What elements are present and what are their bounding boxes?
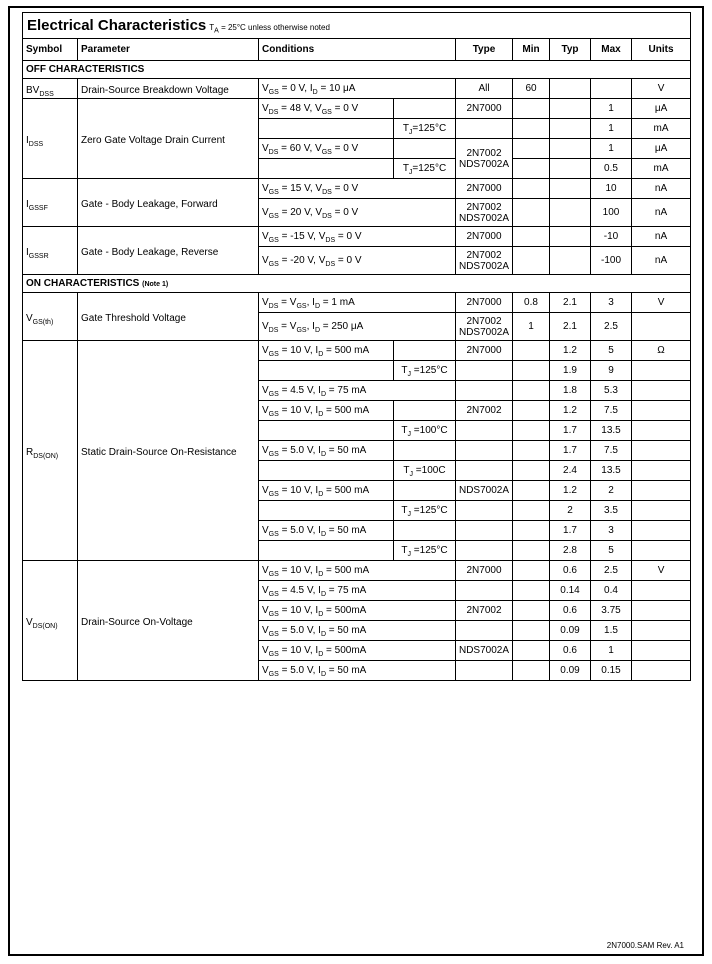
condition-cell: $V_{GS} = 10$ V, $I_D = 500$ mA [259, 481, 394, 501]
typ-cell [550, 139, 591, 159]
column-header-symbol: Symbol [23, 39, 78, 61]
type-cell [456, 461, 513, 481]
symbol-cell: $I_{GSSF}$ [23, 179, 78, 227]
condition-spacer [259, 501, 394, 521]
type-cell: 2N7002 [456, 601, 513, 621]
units-cell [632, 441, 691, 461]
min-cell: 0.8 [513, 293, 550, 313]
condition-cell: $V_{GS} = 10$ V, $I_D = 500$ mA [259, 401, 394, 421]
type-cell [456, 581, 513, 601]
parameter-cell: Static Drain-Source On-Resistance [78, 341, 259, 561]
min-cell [513, 621, 550, 641]
typ-cell [550, 119, 591, 139]
sub-condition-cell: $T_J=125^\circ C$ [394, 119, 456, 139]
units-cell [632, 621, 691, 641]
symbol-cell: $BV_{DSS}$ [23, 79, 78, 99]
typ-cell: 2.4 [550, 461, 591, 481]
min-cell [513, 247, 550, 275]
type-cell: All [456, 79, 513, 99]
section-label: OFF CHARACTERISTICS [26, 64, 145, 75]
units-cell [632, 361, 691, 381]
typ-cell: 2 [550, 501, 591, 521]
units-cell [632, 581, 691, 601]
type-cell [456, 521, 513, 541]
section-band-row [23, 61, 691, 79]
max-cell: 1 [591, 119, 632, 139]
condition-cell: $V_{DS} = V_{GS}$, $I_D = 250$ μA [259, 313, 456, 341]
condition-spacer [259, 361, 394, 381]
min-cell [513, 179, 550, 199]
type-cell [456, 621, 513, 641]
table-row [23, 561, 691, 581]
typ-cell: 1.7 [550, 521, 591, 541]
condition-cell: $V_{GS} = 4.5$ V, $I_D = 75$ mA [259, 381, 456, 401]
type-cell [456, 361, 513, 381]
units-cell [632, 421, 691, 441]
condition-cell: $V_{GS} = 10$ V, $I_D = 500$ mA [259, 561, 456, 581]
min-cell [513, 581, 550, 601]
condition-cell: $V_{GS} = 10$ V, $I_D = 500mA$ [259, 601, 456, 621]
units-cell [632, 661, 691, 681]
max-cell: -100 [591, 247, 632, 275]
section-label: ON CHARACTERISTICS [26, 278, 140, 289]
max-cell: 0.15 [591, 661, 632, 681]
units-cell [632, 541, 691, 561]
section-note: (Note 1) [142, 281, 169, 288]
max-cell: 5 [591, 541, 632, 561]
condition-cell: $V_{GS} = 5.0$ V, $I_D = 50$ mA [259, 441, 394, 461]
min-cell [513, 139, 550, 159]
min-cell [513, 159, 550, 179]
min-cell: 1 [513, 313, 550, 341]
symbol-cell: $I_{DSS}$ [23, 99, 78, 179]
max-cell: 2 [591, 481, 632, 501]
min-cell [513, 401, 550, 421]
electrical-characteristics-table [22, 12, 691, 681]
condition-cell-right [394, 401, 456, 421]
min-cell [513, 199, 550, 227]
max-cell: 1 [591, 99, 632, 119]
typ-cell: 0.6 [550, 561, 591, 581]
typ-cell: 1.2 [550, 481, 591, 501]
typ-cell [550, 227, 591, 247]
units-cell: μA [632, 99, 691, 119]
max-cell: 10 [591, 179, 632, 199]
parameter-cell: Gate - Body Leakage, Reverse [78, 227, 259, 275]
column-header-conditions: Conditions [259, 39, 456, 61]
units-cell [632, 401, 691, 421]
column-header-min: Min [513, 39, 550, 61]
min-cell [513, 361, 550, 381]
units-cell: Ω [632, 341, 691, 361]
max-cell: 0.5 [591, 159, 632, 179]
max-cell: 5.3 [591, 381, 632, 401]
condition-cell-right [394, 521, 456, 541]
parameter-cell: Gate - Body Leakage, Forward [78, 179, 259, 227]
condition-spacer [259, 421, 394, 441]
type-cell: 2N7000 [456, 293, 513, 313]
condition-cell-right [394, 99, 456, 119]
condition-spacer [259, 461, 394, 481]
typ-cell: 1.7 [550, 441, 591, 461]
condition-cell-right [394, 139, 456, 159]
parameter-cell: Drain-Source On-Voltage [78, 561, 259, 681]
max-cell: 9 [591, 361, 632, 381]
typ-cell: 0.6 [550, 641, 591, 661]
units-cell: nA [632, 227, 691, 247]
typ-cell: 2.1 [550, 313, 591, 341]
max-cell: 2.5 [591, 313, 632, 341]
max-cell: 1.5 [591, 621, 632, 641]
condition-cell: $V_{GS} = -20$ V, $V_{DS} = 0$ V [259, 247, 456, 275]
min-cell [513, 501, 550, 521]
units-cell: mA [632, 159, 691, 179]
type-cell: 2N7000 [456, 99, 513, 119]
condition-spacer [259, 119, 394, 139]
min-cell [513, 341, 550, 361]
min-cell [513, 521, 550, 541]
type-cell: NDS7002A [456, 481, 513, 501]
max-cell: 3 [591, 521, 632, 541]
parameter-cell: Drain-Source Breakdown Voltage [78, 79, 259, 99]
min-cell [513, 421, 550, 441]
typ-cell [550, 99, 591, 119]
max-cell: 1 [591, 139, 632, 159]
max-cell: 0.4 [591, 581, 632, 601]
units-cell: V [632, 293, 691, 313]
min-cell [513, 661, 550, 681]
condition-cell-right [394, 341, 456, 361]
parameter-cell: Gate Threshold Voltage [78, 293, 259, 341]
max-cell: 3.75 [591, 601, 632, 621]
units-cell [632, 641, 691, 661]
typ-cell [550, 79, 591, 99]
units-cell [632, 381, 691, 401]
table-title-row [23, 13, 691, 39]
typ-cell: 2.1 [550, 293, 591, 313]
min-cell [513, 561, 550, 581]
typ-cell [550, 179, 591, 199]
type-cell: 2N7002 NDS7002A [456, 313, 513, 341]
type-cell: 2N7002 [456, 401, 513, 421]
units-cell [632, 461, 691, 481]
units-cell [632, 501, 691, 521]
max-cell: 7.5 [591, 441, 632, 461]
condition-cell-right [394, 441, 456, 461]
condition-cell: $V_{DS} = 48$ V, $V_{GS} = 0$ V [259, 99, 394, 119]
units-cell [632, 601, 691, 621]
max-cell: 100 [591, 199, 632, 227]
sub-condition-cell: $T_J =100^\circ C$ [394, 421, 456, 441]
type-cell [456, 381, 513, 401]
column-header-parameter: Parameter [78, 39, 259, 61]
max-cell: 3.5 [591, 501, 632, 521]
type-cell [456, 501, 513, 521]
column-header-max: Max [591, 39, 632, 61]
type-cell: 2N7000 [456, 179, 513, 199]
min-cell [513, 99, 550, 119]
symbol-cell: $V_{GS(th)}$ [23, 293, 78, 341]
type-cell: 2N7000 [456, 561, 513, 581]
min-cell [513, 461, 550, 481]
type-cell: 2N7002 NDS7002A [456, 199, 513, 227]
typ-cell: 1.9 [550, 361, 591, 381]
max-cell: 2.5 [591, 561, 632, 581]
typ-cell [550, 199, 591, 227]
type-cell [456, 421, 513, 441]
min-cell [513, 381, 550, 401]
typ-cell: 1.2 [550, 341, 591, 361]
typ-cell: 1.2 [550, 401, 591, 421]
typ-cell: 2.8 [550, 541, 591, 561]
min-cell [513, 641, 550, 661]
typ-cell [550, 247, 591, 275]
table-row [23, 293, 691, 313]
table-row [23, 341, 691, 361]
condition-cell: $V_{GS} = 10$ V, $I_D = 500$ mA [259, 341, 394, 361]
units-cell: nA [632, 179, 691, 199]
typ-cell: 0.09 [550, 661, 591, 681]
min-cell: 60 [513, 79, 550, 99]
sub-condition-cell: $T_J =125^\circ C$ [394, 541, 456, 561]
min-cell [513, 481, 550, 501]
column-header-type: Type [456, 39, 513, 61]
min-cell [513, 441, 550, 461]
typ-cell: 1.8 [550, 381, 591, 401]
units-cell [632, 521, 691, 541]
column-header-typ: Typ [550, 39, 591, 61]
units-cell: nA [632, 247, 691, 275]
type-cell: 2N7002 NDS7002A [456, 247, 513, 275]
page-frame [8, 6, 704, 956]
condition-spacer [259, 159, 394, 179]
page-title-note: $T_A = 25^\circ C$ unless otherwise noted [209, 23, 330, 35]
max-cell: 5 [591, 341, 632, 361]
condition-cell: $V_{DS} = 60$ V, $V_{GS} = 0$ V [259, 139, 394, 159]
parameter-cell: Zero Gate Voltage Drain Current [78, 99, 259, 179]
type-cell [456, 661, 513, 681]
condition-cell: $V_{GS} = 5.0$ V, $I_D = 50$ mA [259, 521, 394, 541]
sub-condition-cell: $T_J=125^\circ C$ [394, 159, 456, 179]
max-cell: 3 [591, 293, 632, 313]
type-cell: 2N7000 [456, 341, 513, 361]
units-cell: μA [632, 139, 691, 159]
units-cell: mA [632, 119, 691, 139]
type-cell [456, 441, 513, 461]
min-cell [513, 601, 550, 621]
max-cell: 13.5 [591, 421, 632, 441]
typ-cell: 0.09 [550, 621, 591, 641]
symbol-cell: $I_{GSSR}$ [23, 227, 78, 275]
type-cell [456, 541, 513, 561]
units-cell: V [632, 79, 691, 99]
typ-cell: 0.6 [550, 601, 591, 621]
table-title-cell [23, 13, 691, 39]
typ-cell: 1.7 [550, 421, 591, 441]
max-cell [591, 79, 632, 99]
sub-condition-cell: $T_J =125^\circ C$ [394, 501, 456, 521]
max-cell: 1 [591, 641, 632, 661]
section-header [23, 275, 691, 293]
page-title: Electrical Characteristics [27, 17, 207, 34]
typ-cell [550, 159, 591, 179]
table-row [23, 179, 691, 199]
table-row [23, 79, 691, 99]
condition-cell: $V_{GS} = 0$ V, $I_D = 10$ μA [259, 79, 456, 99]
condition-cell: $V_{DS} = V_{GS}$, $I_D = 1$ mA [259, 293, 456, 313]
min-cell [513, 541, 550, 561]
column-header-row [23, 39, 691, 61]
sub-condition-cell: $T_J =100C$ [394, 461, 456, 481]
units-cell [632, 313, 691, 341]
units-cell [632, 481, 691, 501]
type-cell: 2N7002 NDS7002A [456, 139, 513, 179]
condition-cell: $V_{GS} = 20$ V, $V_{DS} = 0$ V [259, 199, 456, 227]
table-row [23, 227, 691, 247]
units-cell: nA [632, 199, 691, 227]
symbol-cell: $R_{DS(ON)}$ [23, 341, 78, 561]
typ-cell: 0.14 [550, 581, 591, 601]
type-cell: 2N7000 [456, 227, 513, 247]
condition-cell: $V_{GS} = 5.0$ V, $I_D = 50$ mA [259, 661, 456, 681]
min-cell [513, 119, 550, 139]
max-cell: -10 [591, 227, 632, 247]
symbol-cell: $V_{DS(ON)}$ [23, 561, 78, 681]
column-header-units: Units [632, 39, 691, 61]
type-cell [456, 119, 513, 139]
table-row [23, 99, 691, 119]
units-cell: V [632, 561, 691, 581]
sub-condition-cell: $T_J =125^\circ C$ [394, 361, 456, 381]
max-cell: 7.5 [591, 401, 632, 421]
section-band-row [23, 275, 691, 293]
condition-cell: $V_{GS} = 15$ V, $V_{DS} = 0$ V [259, 179, 456, 199]
condition-cell-right [394, 481, 456, 501]
condition-cell: $V_{GS} = -15$ V, $V_{DS} = 0$ V [259, 227, 456, 247]
max-cell: 13.5 [591, 461, 632, 481]
min-cell [513, 227, 550, 247]
type-cell: NDS7002A [456, 641, 513, 661]
condition-cell: $V_{GS} = 4.5$ V, $I_D = 75$ mA [259, 581, 456, 601]
section-header [23, 61, 691, 79]
condition-cell: $V_{GS} = 5.0$ V, $I_D = 50$ mA [259, 621, 456, 641]
condition-cell: $V_{GS} = 10$ V, $I_D = 500mA$ [259, 641, 456, 661]
page-footer: 2N7000.SAM Rev. A1 [606, 941, 684, 950]
condition-spacer [259, 541, 394, 561]
